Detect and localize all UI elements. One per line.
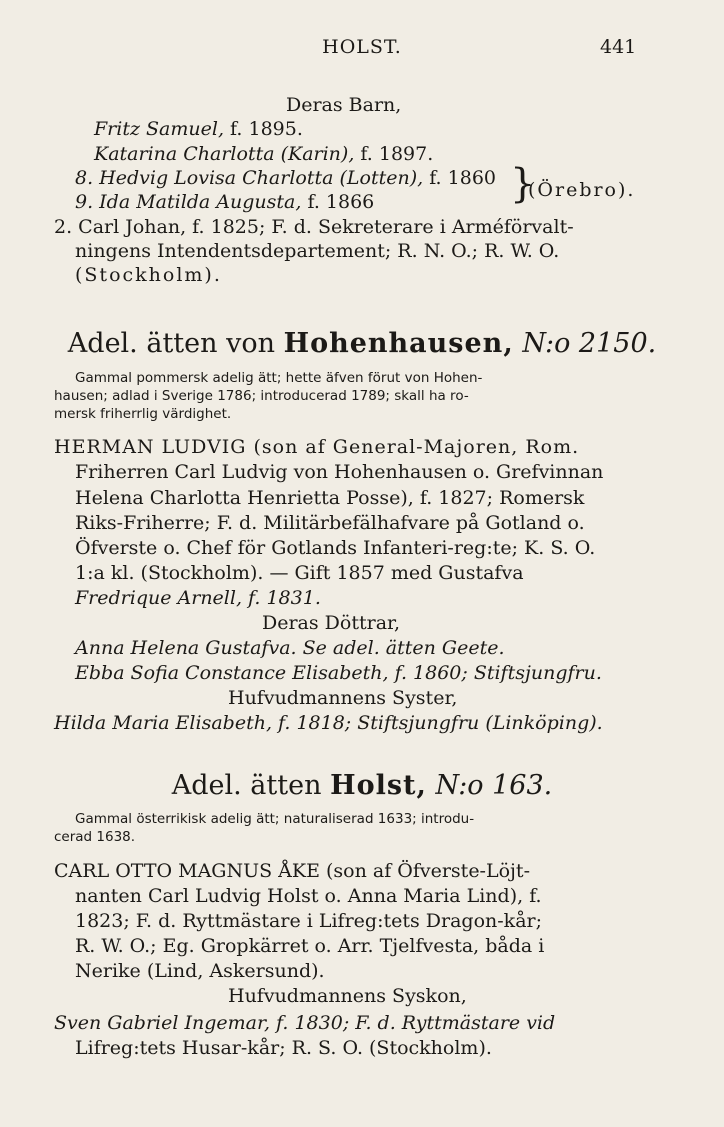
carl-otto-line3: 1823; F. d. Ryttmästare i Lifreg:tets Dragon-kår;: [75, 910, 543, 932]
entry-fritz-born: f. 1895.: [230, 118, 303, 140]
place-orebro: (Örebro).: [528, 179, 636, 201]
entry-carl-johan-line1: 2. Carl Johan, f. 1825; F. d. Sekreterare i Arméförvalt-: [54, 216, 574, 238]
entry-fritz-name: Fritz Samuel,: [94, 118, 224, 140]
family-number: N:o 163.: [435, 770, 553, 801]
entry-katarina-name: Katarina Charlotta (Karin),: [94, 143, 355, 165]
syskon-heading: Hufvudmannens Syskon,: [228, 985, 467, 1007]
deras-dottrar-heading: Deras Döttrar,: [262, 612, 401, 634]
family-name: Holst,: [330, 770, 427, 801]
page-number: 441: [600, 36, 637, 58]
entry-anna: Anna Helena Gustafva. Se adel. ätten Geete.: [75, 637, 505, 659]
syster-heading: Hufvudmannens Syster,: [228, 687, 458, 709]
herman-line5: Öfverste o. Chef för Gotlands Infanteri-reg:te; K. S. O.: [75, 537, 596, 559]
entry-ida-born: f. 1866: [307, 191, 375, 213]
family-number: N:o 2150.: [522, 328, 657, 359]
entry-sven-line1: Sven Gabriel Ingemar, f. 1830; F. d. Ryttmästare vid: [54, 1012, 556, 1034]
entry-sven-line2: Lifreg:tets Husar-kår; R. S. O. (Stockholm).: [75, 1037, 492, 1059]
entry-carl-johan-line2: ningens Intendentsdepartement; R. N. O.; R. W. O.: [75, 240, 560, 262]
herman-line6: 1:a kl. (Stockholm). — Gift 1857 med Gustafva: [75, 562, 524, 584]
deras-barn-heading: Deras Barn,: [286, 94, 402, 116]
section-heading-holst: [0, 770, 724, 802]
running-head: HOLST.: [322, 36, 402, 58]
herman-line3: Helena Charlotta Henrietta Posse), f. 1827; Romersk: [75, 487, 585, 509]
herman-line4: Riks-Friherre; F. d. Militärbefälhafvare på Gotland o.: [75, 512, 585, 534]
entry-carl-johan-line3: (Stockholm).: [75, 264, 222, 286]
herman-line2: Friherren Carl Ludvig von Hohenhausen o. Grefvinnan: [75, 461, 604, 483]
entry-fritz: [94, 117, 303, 141]
brace-mark: }: [510, 161, 536, 207]
family-name: Hohenhausen,: [283, 328, 514, 359]
entry-ida: [75, 190, 374, 214]
carl-otto-line4: R. W. O.; Eg. Gropkärret o. Arr. Tjelfvesta, båda i: [75, 935, 545, 957]
entry-ebba: Ebba Sofia Constance Elisabeth, f. 1860; Stiftsjungfru.: [75, 662, 602, 684]
section-prefix: Adel. ätten von: [67, 328, 275, 359]
section-desc-line3: mersk friherrlig värdighet.: [54, 406, 232, 422]
carl-otto-line2: nanten Carl Ludvig Holst o. Anna Maria Lind), f.: [75, 885, 542, 907]
entry-hedvig: [75, 166, 496, 190]
carl-otto-line5: Nerike (Lind, Askersund).: [75, 960, 325, 982]
section-desc-line2: hausen; adlad i Sverige 1786; introducerad 1789; skall ha ro-: [54, 388, 469, 404]
section-desc-line1: Gammal pommersk adelig ätt; hette äfven förut von Hohen-: [75, 370, 483, 386]
entry-hedvig-name: 8. Hedvig Lovisa Charlotta (Lotten),: [75, 167, 424, 189]
entry-hilda: Hilda Maria Elisabeth, f. 1818; Stiftsjungfru (Linköping).: [54, 712, 603, 734]
entry-katarina-born: f. 1897.: [360, 143, 434, 165]
section-desc-line1: Gammal österrikisk adelig ätt; naturaliserad 1633; introdu-: [75, 811, 475, 827]
section-desc-line2: cerad 1638.: [54, 829, 136, 845]
section-heading-hohenhausen: [0, 328, 724, 360]
herman-line7: Fredrique Arnell, f. 1831.: [75, 587, 321, 609]
entry-katarina: [94, 142, 433, 166]
entry-ida-name: 9. Ida Matilda Augusta,: [75, 191, 302, 213]
carl-otto-line1: CARL OTTO MAGNUS ÅKE (son af Öfverste-Löjt-: [54, 860, 530, 882]
herman-line1: HERMAN LUDVIG (son af General-Majoren, Rom.: [54, 436, 580, 458]
section-prefix: Adel. ätten: [171, 770, 322, 801]
entry-hedvig-born: f. 1860: [429, 167, 496, 189]
